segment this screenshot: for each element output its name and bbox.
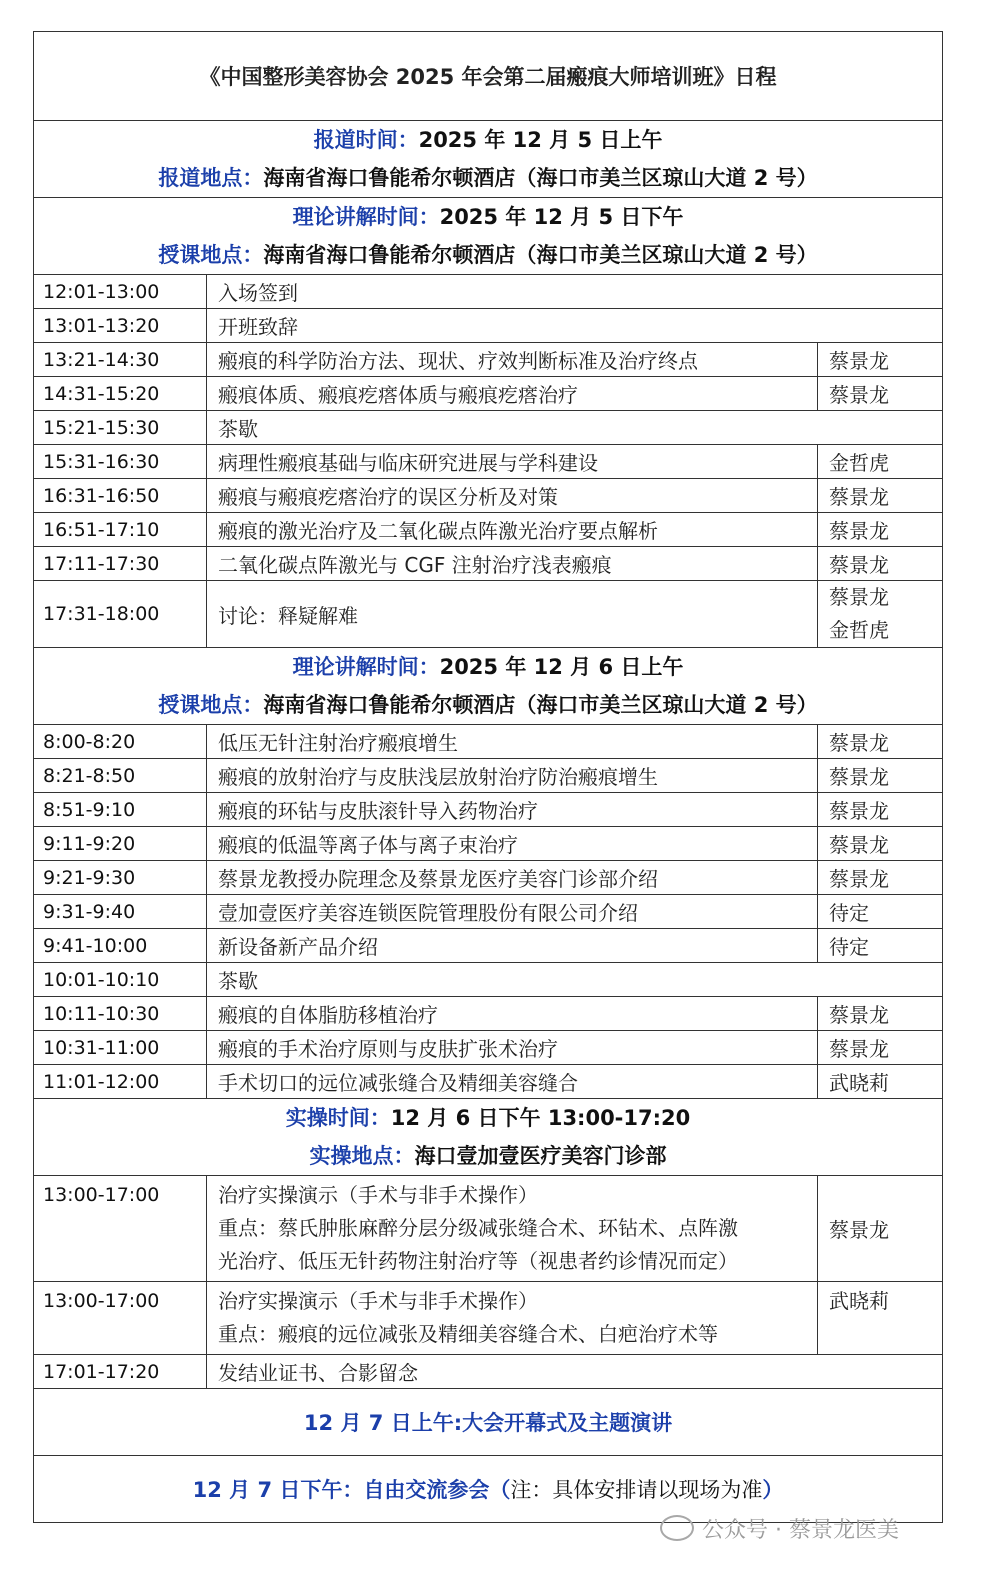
time-value: 2025 年 12 月 5 日上午 bbox=[418, 128, 663, 152]
banner-text: 12 月 7 日下午：自由交流参会（ bbox=[192, 1478, 511, 1502]
place-label: 授课地点： bbox=[158, 243, 264, 267]
speaker-cell: 蔡景龙 bbox=[818, 793, 943, 827]
practice-row bbox=[34, 1282, 943, 1355]
place-label: 实操地点： bbox=[309, 1144, 415, 1168]
place-value: 海南省海口鲁能希尔顿酒店（海口市美兰区琼山大道 2 号） bbox=[263, 693, 818, 717]
topic-line: 发结业证书、合影留念 bbox=[218, 1361, 418, 1385]
speaker-cell: 蔡景龙 bbox=[818, 759, 943, 793]
table-row bbox=[34, 861, 943, 895]
topic-cell: 病理性瘢痕基础与临床研究进展与学科建设 bbox=[207, 445, 818, 479]
speaker-cell: 待定 bbox=[818, 895, 943, 929]
table-row bbox=[34, 411, 943, 445]
topic-cell: 茶歇 bbox=[207, 963, 943, 997]
time-line bbox=[34, 648, 942, 686]
practice-row bbox=[34, 1176, 943, 1282]
time-cell: 9:11-9:20 bbox=[34, 827, 207, 861]
time-cell: 9:21-9:30 bbox=[34, 861, 207, 895]
place-line bbox=[34, 236, 942, 274]
topic-cell: 讨论：释疑解难 bbox=[207, 581, 818, 648]
speaker-cell: 蔡景龙 bbox=[818, 725, 943, 759]
speaker-cell: 蔡景龙 bbox=[818, 997, 943, 1031]
topic-line: 光治疗、低压无针药物注射治疗等（视患者约诊情况而定） bbox=[218, 1249, 738, 1273]
table-row bbox=[34, 759, 943, 793]
topic-cell: 瘢痕的科学防治方法、现状、疗效判断标准及治疗终点 bbox=[207, 343, 818, 377]
table-row bbox=[34, 309, 943, 343]
speaker-cell: 蔡景龙 bbox=[818, 377, 943, 411]
time-cell: 17:11-17:30 bbox=[34, 547, 207, 581]
place-line bbox=[34, 1137, 942, 1175]
time-value: 2025 年 12 月 6 日上午 bbox=[439, 655, 684, 679]
schedule-sheet bbox=[33, 31, 942, 1523]
schedule-title: 《中国整形美容协会 2025 年会第二届瘢痕大师培训班》日程 bbox=[34, 32, 943, 121]
speaker-cell: 蔡景龙 bbox=[818, 479, 943, 513]
topic-cell bbox=[207, 1282, 818, 1355]
table-row bbox=[34, 547, 943, 581]
time-cell: 15:21-15:30 bbox=[34, 411, 207, 445]
time-line bbox=[34, 121, 942, 159]
time-cell: 13:21-14:30 bbox=[34, 343, 207, 377]
topic-cell: 瘢痕的环钻与皮肤滚针导入药物治疗 bbox=[207, 793, 818, 827]
time-cell: 9:41-10:00 bbox=[34, 929, 207, 963]
speaker-name: 蔡景龙 bbox=[829, 585, 889, 609]
speaker-cell: 蔡景龙 bbox=[818, 827, 943, 861]
time-label: 理论讲解时间： bbox=[292, 655, 440, 679]
place-label: 授课地点： bbox=[158, 693, 264, 717]
topic-cell: 开班致辞 bbox=[207, 309, 943, 343]
banner-text: 12 月 7 日上午:大会开幕式及主题演讲 bbox=[303, 1411, 673, 1435]
table-row bbox=[34, 377, 943, 411]
time-cell: 12:01-13:00 bbox=[34, 275, 207, 309]
section-header-row bbox=[34, 121, 943, 198]
time-label: 实操时间： bbox=[285, 1106, 391, 1130]
speaker-cell: 金哲虎 bbox=[818, 445, 943, 479]
topic-cell: 入场签到 bbox=[207, 275, 943, 309]
place-value: 海南省海口鲁能希尔顿酒店（海口市美兰区琼山大道 2 号） bbox=[263, 243, 818, 267]
time-cell: 8:00-8:20 bbox=[34, 725, 207, 759]
table-row bbox=[34, 479, 943, 513]
topic-cell: 手术切口的远位减张缝合及精细美容缝合 bbox=[207, 1065, 818, 1099]
topic-cell: 瘢痕与瘢痕疙瘩治疗的误区分析及对策 bbox=[207, 479, 818, 513]
time-cell: 15:31-16:30 bbox=[34, 445, 207, 479]
speaker-cell: 武晓莉 bbox=[818, 1282, 943, 1355]
place-line bbox=[34, 159, 942, 197]
time-cell: 9:31-9:40 bbox=[34, 895, 207, 929]
time-cell: 8:21-8:50 bbox=[34, 759, 207, 793]
topic-cell bbox=[207, 1355, 943, 1389]
speaker-name: 金哲虎 bbox=[829, 618, 889, 642]
banner-row bbox=[34, 1389, 943, 1456]
time-line bbox=[34, 1099, 942, 1137]
time-cell: 8:51-9:10 bbox=[34, 793, 207, 827]
table-row bbox=[34, 895, 943, 929]
time-cell: 17:01-17:20 bbox=[34, 1355, 207, 1389]
wechat-icon bbox=[660, 1515, 694, 1541]
section-header bbox=[34, 1099, 943, 1176]
topic-line: 重点：瘢痕的远位减张及精细美容缝合术、白疤治疗术等 bbox=[218, 1322, 718, 1346]
table-row bbox=[34, 445, 943, 479]
table-row bbox=[34, 1065, 943, 1099]
speaker-cell: 蔡景龙 bbox=[818, 513, 943, 547]
topic-cell: 茶歇 bbox=[207, 411, 943, 445]
speaker-cell: 武晓莉 bbox=[818, 1065, 943, 1099]
topic-cell: 壹加壹医疗美容连锁医院管理股份有限公司介绍 bbox=[207, 895, 818, 929]
time-cell: 13:01-13:20 bbox=[34, 309, 207, 343]
banner-cell bbox=[34, 1389, 943, 1456]
banner-note: 注：具体安排请以现场为准 bbox=[510, 1478, 763, 1502]
speaker-cell: 蔡景龙 bbox=[818, 343, 943, 377]
place-label: 报道地点： bbox=[158, 166, 264, 190]
time-label: 理论讲解时间： bbox=[292, 205, 440, 229]
watermark bbox=[660, 1513, 899, 1544]
place-value: 海口壹加壹医疗美容门诊部 bbox=[414, 1144, 667, 1168]
speaker-cell: 蔡景龙 bbox=[818, 1176, 943, 1282]
time-cell: 13:00-17:00 bbox=[34, 1176, 207, 1282]
topic-cell: 瘢痕体质、瘢痕疙瘩体质与瘢痕疙瘩治疗 bbox=[207, 377, 818, 411]
time-cell: 13:00-17:00 bbox=[34, 1282, 207, 1355]
section-header bbox=[34, 121, 943, 198]
topic-cell: 新设备新产品介绍 bbox=[207, 929, 818, 963]
table-row bbox=[34, 581, 943, 648]
section-header bbox=[34, 198, 943, 275]
speaker-cell: 待定 bbox=[818, 929, 943, 963]
topic-line: 治疗实操演示（手术与非手术操作） bbox=[218, 1183, 538, 1207]
table-row bbox=[34, 725, 943, 759]
topic-cell: 低压无针注射治疗瘢痕增生 bbox=[207, 725, 818, 759]
topic-cell: 瘢痕的自体脂肪移植治疗 bbox=[207, 997, 818, 1031]
time-cell: 17:31-18:00 bbox=[34, 581, 207, 648]
section-header-row bbox=[34, 648, 943, 725]
table-row bbox=[34, 929, 943, 963]
topic-cell: 瘢痕的手术治疗原则与皮肤扩张术治疗 bbox=[207, 1031, 818, 1065]
topic-line: 重点：蔡氏肿胀麻醉分层分级减张缝合术、环钻术、点阵激 bbox=[218, 1216, 738, 1240]
section-header-row bbox=[34, 198, 943, 275]
time-line bbox=[34, 198, 942, 236]
table-row bbox=[34, 963, 943, 997]
time-cell: 16:51-17:10 bbox=[34, 513, 207, 547]
table-row bbox=[34, 275, 943, 309]
banner-tail: ） bbox=[762, 1478, 784, 1502]
time-cell: 10:01-10:10 bbox=[34, 963, 207, 997]
time-cell: 10:31-11:00 bbox=[34, 1031, 207, 1065]
speaker-cell: 蔡景龙 bbox=[818, 861, 943, 895]
time-cell: 11:01-12:00 bbox=[34, 1065, 207, 1099]
schedule-table bbox=[33, 31, 943, 1523]
time-value: 2025 年 12 月 5 日下午 bbox=[439, 205, 684, 229]
time-cell: 10:11-10:30 bbox=[34, 997, 207, 1031]
table-row bbox=[34, 827, 943, 861]
section-header-row bbox=[34, 1099, 943, 1176]
time-value: 12 月 6 日下午 13:00-17:20 bbox=[390, 1106, 691, 1130]
practice-row bbox=[34, 1355, 943, 1389]
table-row bbox=[34, 1031, 943, 1065]
topic-line: 治疗实操演示（手术与非手术操作） bbox=[218, 1289, 538, 1313]
watermark-text: 公众号 · 蔡景龙医美 bbox=[702, 1518, 899, 1543]
topic-cell: 蔡景龙教授办院理念及蔡景龙医疗美容门诊部介绍 bbox=[207, 861, 818, 895]
topic-cell: 瘢痕的低温等离子体与离子束治疗 bbox=[207, 827, 818, 861]
topic-cell bbox=[207, 1176, 818, 1282]
topic-cell: 二氧化碳点阵激光与 CGF 注射治疗浅表瘢痕 bbox=[207, 547, 818, 581]
place-value: 海南省海口鲁能希尔顿酒店（海口市美兰区琼山大道 2 号） bbox=[263, 166, 818, 190]
place-line bbox=[34, 686, 942, 724]
section-header bbox=[34, 648, 943, 725]
speaker-cell bbox=[818, 581, 943, 648]
speaker-cell: 蔡景龙 bbox=[818, 1031, 943, 1065]
title-row bbox=[34, 32, 943, 121]
time-cell: 16:31-16:50 bbox=[34, 479, 207, 513]
time-cell: 14:31-15:20 bbox=[34, 377, 207, 411]
table-row bbox=[34, 343, 943, 377]
table-row bbox=[34, 513, 943, 547]
table-row bbox=[34, 793, 943, 827]
speaker-cell: 蔡景龙 bbox=[818, 547, 943, 581]
time-label: 报道时间： bbox=[313, 128, 419, 152]
topic-cell: 瘢痕的激光治疗及二氧化碳点阵激光治疗要点解析 bbox=[207, 513, 818, 547]
table-row bbox=[34, 997, 943, 1031]
topic-cell: 瘢痕的放射治疗与皮肤浅层放射治疗防治瘢痕增生 bbox=[207, 759, 818, 793]
